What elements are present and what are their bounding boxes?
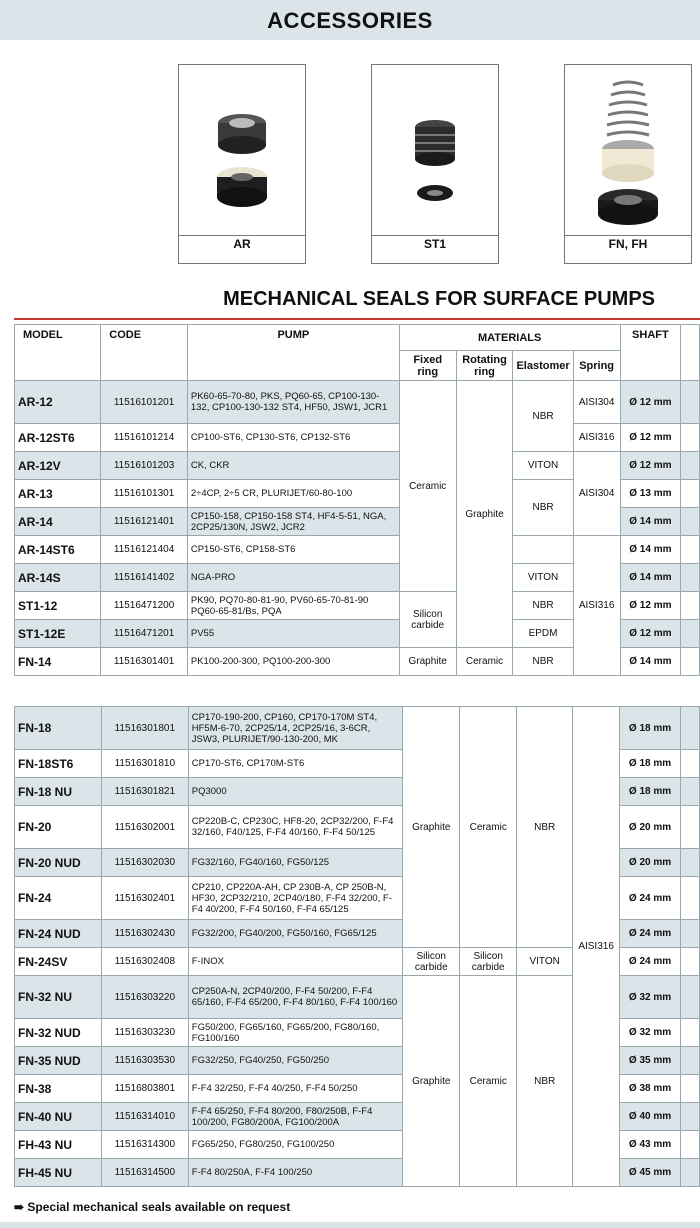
model-cell: AR-14S <box>15 564 101 592</box>
model-cell: FN-32 NUD <box>15 1019 102 1047</box>
pump-cell: 2÷4CP, 2÷5 CR, PLURIJET/60-80-100 <box>187 480 399 508</box>
shaft-cell: Ø 14 mm <box>620 648 681 676</box>
model-cell: FH-45 NU <box>15 1159 102 1187</box>
code-cell: 11516302408 <box>101 948 188 976</box>
pump-cell: CP220B-C, CP230C, HF8-20, 2CP32/200, F-F4 32/160, F40/125, F-F4 40/160, F-F4 50/125 <box>188 806 403 849</box>
code-cell: 11516471201 <box>101 620 188 648</box>
model-cell: FN-18 NU <box>15 778 102 806</box>
rotating-ring-cell: Ceramic <box>456 648 513 676</box>
footer-note: ➠ Special mechanical seals available on request <box>14 1200 291 1214</box>
code-cell: 11516303220 <box>101 976 188 1019</box>
model-cell: FN-32 NU <box>15 976 102 1019</box>
code-cell: 11516803801 <box>101 1075 188 1103</box>
elastomer-cell: NBR <box>513 381 573 452</box>
col-header-code: CODE <box>101 325 188 381</box>
shaft-cell: Ø 18 mm <box>620 750 681 778</box>
page-title: ACCESSORIES <box>267 8 433 33</box>
pump-cell: FG32/160, FG40/160, FG50/125 <box>188 849 403 877</box>
code-cell: 11516303530 <box>101 1047 188 1075</box>
shaft-cell: Ø 12 mm <box>620 592 681 620</box>
code-cell: 11516121404 <box>101 536 188 564</box>
col-header-model: MODEL <box>15 325 101 381</box>
seal-ar-image <box>179 65 305 236</box>
col-header-extra <box>681 325 700 381</box>
elastomer-cell: NBR <box>513 480 573 536</box>
photo-ar <box>178 64 306 264</box>
seal-fn-fh-image <box>565 65 691 236</box>
shaft-cell: Ø 32 mm <box>620 1019 681 1047</box>
shaft-cell: Ø 40 mm <box>620 1103 681 1131</box>
pump-cell: CP150-ST6, CP158-ST6 <box>187 536 399 564</box>
col-header-elastomer: Elastomer <box>513 351 573 381</box>
model-cell: FN-24 NUD <box>15 920 102 948</box>
elastomer-cell: NBR <box>517 976 573 1187</box>
fixed-ring-cell: Graphite <box>399 648 456 676</box>
code-cell: 11516301810 <box>101 750 188 778</box>
seals-table-2 <box>14 706 700 1187</box>
shaft-cell: Ø 12 mm <box>620 452 681 480</box>
pump-cell: PQ3000 <box>188 778 403 806</box>
fixed-ring-cell: Silicon carbide <box>403 948 460 976</box>
pump-cell: CP170-190-200, CP160, CP170-170M ST4, HF5M-6-70, 2CP25/14, 2CP25/16, 3-6CR, JSW3, PLURIJET/90-130-200, MK <box>188 707 403 750</box>
pump-cell: CP170-ST6, CP170M-ST6 <box>188 750 403 778</box>
shaft-cell: Ø 13 mm <box>620 480 681 508</box>
code-cell: 11516302030 <box>101 849 188 877</box>
pump-cell: FG32/250, FG40/250, FG50/250 <box>188 1047 403 1075</box>
elastomer-cell: NBR <box>517 707 573 948</box>
model-cell: ST1-12E <box>15 620 101 648</box>
pump-cell: F-INOX <box>188 948 403 976</box>
section-title: MECHANICAL SEALS FOR SURFACE PUMPS <box>223 288 655 310</box>
table-row <box>15 536 700 564</box>
pump-cell: CP100-ST6, CP130-ST6, CP132-ST6 <box>187 424 399 452</box>
model-cell: AR-12ST6 <box>15 424 101 452</box>
col-header-shaft: SHAFT <box>620 325 681 381</box>
shaft-cell: Ø 20 mm <box>620 849 681 877</box>
fixed-ring-cell: Graphite <box>403 976 460 1187</box>
model-cell: FN-24SV <box>15 948 102 976</box>
shaft-cell: Ø 35 mm <box>620 1047 681 1075</box>
pump-cell: FG65/250, FG80/250, FG100/250 <box>188 1131 403 1159</box>
code-cell: 11516314010 <box>101 1103 188 1131</box>
pump-cell: F-F4 80/250A, F-F4 100/250 <box>188 1159 403 1187</box>
seal-st1-image <box>372 65 498 236</box>
elastomer-cell: VITON <box>517 948 573 976</box>
shaft-cell: Ø 45 mm <box>620 1159 681 1187</box>
col-header-fixed-ring: Fixed ring <box>399 351 456 381</box>
shaft-cell: Ø 14 mm <box>620 536 681 564</box>
col-header-materials: MATERIALS <box>399 325 620 351</box>
shaft-cell: Ø 24 mm <box>620 877 681 920</box>
shaft-cell: Ø 12 mm <box>620 381 681 424</box>
accent-divider <box>14 318 700 320</box>
spring-cell: AISI316 <box>573 536 620 676</box>
code-cell: 11516301401 <box>101 648 188 676</box>
photo-fn-fh <box>564 64 692 264</box>
photo-st1 <box>371 64 499 264</box>
pump-cell: F-F4 65/250, F-F4 80/200, F80/250B, F-F4 100/200, FG80/200A, FG100/200A <box>188 1103 403 1131</box>
pump-cell: PK100-200-300, PQ100-200-300 <box>187 648 399 676</box>
pump-cell: FG32/200, FG40/200, FG50/160, FG65/125 <box>188 920 403 948</box>
code-cell: 11516471200 <box>101 592 188 620</box>
spring-cell: AISI304 <box>573 452 620 536</box>
code-cell: 11516101203 <box>101 452 188 480</box>
col-header-spring: Spring <box>573 351 620 381</box>
pump-cell: PV55 <box>187 620 399 648</box>
model-cell: FN-38 <box>15 1075 102 1103</box>
model-cell: FN-18ST6 <box>15 750 102 778</box>
code-cell: 11516314300 <box>101 1131 188 1159</box>
model-cell: FN-40 NU <box>15 1103 102 1131</box>
elastomer-cell: VITON <box>513 564 573 592</box>
pump-cell: PK90, PQ70-80-81-90, PV60-65-70-81-90 PQ60-65-81/Bs, PQA <box>187 592 399 620</box>
table-row <box>15 424 700 452</box>
shaft-cell: Ø 43 mm <box>620 1131 681 1159</box>
fixed-ring-cell: Silicon carbide <box>399 592 456 648</box>
shaft-cell: Ø 12 mm <box>620 424 681 452</box>
code-cell: 11516301801 <box>101 707 188 750</box>
shaft-cell: Ø 14 mm <box>620 508 681 536</box>
code-cell: 11516121401 <box>101 508 188 536</box>
pump-cell: CP250A-N, 2CP40/200, F-F4 50/200, F-F4 65/160, F-F4 65/200, F-F4 80/160, F-F4 100/160 <box>188 976 403 1019</box>
model-cell: AR-13 <box>15 480 101 508</box>
table-row <box>15 707 700 750</box>
pump-cell: F-F4 32/250, F-F4 40/250, F-F4 50/250 <box>188 1075 403 1103</box>
col-header-pump: PUMP <box>187 325 399 381</box>
model-cell: FN-20 NUD <box>15 849 102 877</box>
spring-cell: AISI316 <box>573 424 620 452</box>
shaft-cell: Ø 14 mm <box>620 564 681 592</box>
page-header-bar <box>0 0 700 40</box>
model-cell: FN-18 <box>15 707 102 750</box>
code-cell: 11516314500 <box>101 1159 188 1187</box>
spring-cell: AISI316 <box>573 707 620 1187</box>
pump-cell: CK, CKR <box>187 452 399 480</box>
model-cell: FN-14 <box>15 648 101 676</box>
model-cell: FN-35 NUD <box>15 1047 102 1075</box>
shaft-cell: Ø 38 mm <box>620 1075 681 1103</box>
code-cell: 11516101301 <box>101 480 188 508</box>
pump-cell: CP150-158, CP150-158 ST4, HF4-5-51, NGA, 2CP25/130N, JSW2, JCR2 <box>187 508 399 536</box>
code-cell: 11516302430 <box>101 920 188 948</box>
code-cell: 11516141402 <box>101 564 188 592</box>
table-row <box>15 381 700 424</box>
spring-cell: AISI304 <box>573 381 620 424</box>
code-cell: 11516303230 <box>101 1019 188 1047</box>
model-cell: FN-24 <box>15 877 102 920</box>
model-cell: FH-43 NU <box>15 1131 102 1159</box>
shaft-cell: Ø 18 mm <box>620 707 681 750</box>
shaft-cell: Ø 24 mm <box>620 920 681 948</box>
fixed-ring-cell: Ceramic <box>399 381 456 592</box>
rotating-ring-cell: Graphite <box>456 381 513 648</box>
rotating-ring-cell: Silicon carbide <box>460 948 517 976</box>
code-cell: 11516101214 <box>101 424 188 452</box>
photo-caption: FN, FH <box>608 237 648 251</box>
model-cell: AR-14ST6 <box>15 536 101 564</box>
code-cell: 11516302001 <box>101 806 188 849</box>
fixed-ring-cell: Graphite <box>403 707 460 948</box>
model-cell: AR-12 <box>15 381 101 424</box>
model-cell: ST1-12 <box>15 592 101 620</box>
model-cell: AR-14 <box>15 508 101 536</box>
code-cell: 11516302401 <box>101 877 188 920</box>
rotating-ring-cell: Ceramic <box>460 707 517 948</box>
code-cell: 11516301821 <box>101 778 188 806</box>
model-cell: AR-12V <box>15 452 101 480</box>
elastomer-cell: VITON <box>513 452 573 480</box>
elastomer-cell: NBR <box>513 648 573 676</box>
pump-cell: NGA-PRO <box>187 564 399 592</box>
elastomer-cell: EPDM <box>513 620 573 648</box>
rotating-ring-cell: Ceramic <box>460 976 517 1187</box>
table-row <box>15 452 700 480</box>
model-cell: FN-20 <box>15 806 102 849</box>
photo-caption: AR <box>233 237 251 251</box>
shaft-cell: Ø 12 mm <box>620 620 681 648</box>
photo-caption: ST1 <box>423 237 446 251</box>
col-header-rotating-ring: Rotating ring <box>456 351 513 381</box>
pump-cell: PK60-65-70-80, PKS, PQ60-65, CP100-130-132, CP100-130-132 ST4, HF50, JSW1, JCR1 <box>187 381 399 424</box>
shaft-cell: Ø 18 mm <box>620 778 681 806</box>
shaft-cell: Ø 20 mm <box>620 806 681 849</box>
bottom-strip <box>0 1222 700 1228</box>
seals-table-1 <box>14 324 700 676</box>
pump-cell: CP210, CP220A-AH, CP 230B-A, CP 250B-N, HF30, 2CP32/210, 2CP40/180, F-F4 32/200, F-F4 40/200, F-F4 50/160, F-F4 65/125 <box>188 877 403 920</box>
code-cell: 11516101201 <box>101 381 188 424</box>
pump-cell: FG50/200, FG65/160, FG65/200, FG80/160, FG100/160 <box>188 1019 403 1047</box>
elastomer-cell: NBR <box>513 592 573 620</box>
shaft-cell: Ø 24 mm <box>620 948 681 976</box>
shaft-cell: Ø 32 mm <box>620 976 681 1019</box>
